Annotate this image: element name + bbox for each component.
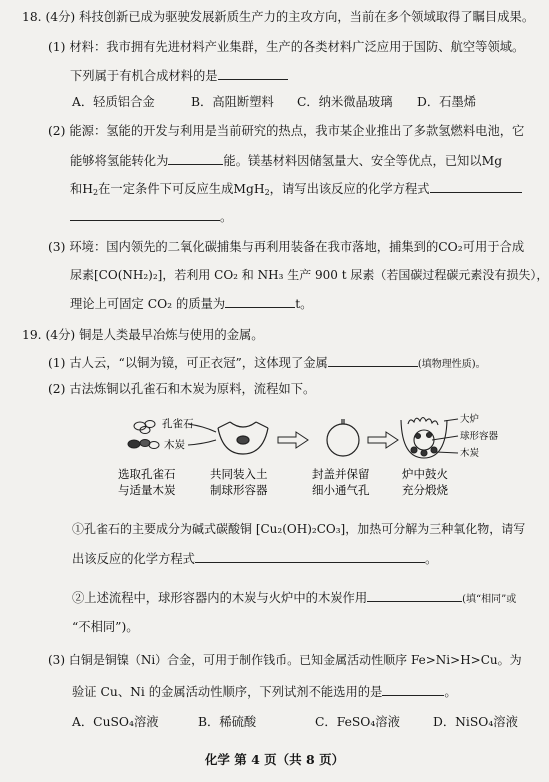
q19-stem: 铜是人类最早冶炼与使用的金属。 bbox=[79, 328, 264, 342]
text: t。 bbox=[295, 297, 313, 311]
q19-option-a: A．CuSO₄溶液 bbox=[72, 715, 159, 729]
label-charcoal-2: 木炭 bbox=[460, 448, 480, 459]
step-1-caption-line2: 与适量木炭 bbox=[118, 483, 176, 497]
text: 理论上可固定 CO₂ 的质量为 bbox=[70, 297, 226, 311]
text: 验证 Cu、Ni 的金属活动性顺序，下列试剂不能选用的是 bbox=[72, 685, 383, 699]
q19-part3-line2 bbox=[72, 684, 457, 700]
q18-option-c: C．纳米微晶玻璃 bbox=[297, 95, 393, 109]
part-text: 白铜是铜镍（Ni）合金，可用于制作钱币。已知金属活动性顺序 Fe>Ni>H>Cu。为 bbox=[68, 653, 522, 667]
text: 能。镁基材料因储氢量大、安全等优点，已知以Mg bbox=[223, 154, 503, 168]
answer-blank[interactable] bbox=[70, 209, 220, 221]
clay-vessel-icon bbox=[218, 422, 268, 454]
arrow-line bbox=[188, 440, 216, 445]
text: 和H bbox=[70, 182, 94, 196]
step-4-caption-line1: 炉中鼓火 bbox=[402, 467, 448, 481]
q19-sub1-line1: ①孔雀石的主要成分为碱式碳酸铜 [Cu₂(OH)₂CO₃]，加热可分解为三种氧化物，请写 bbox=[72, 522, 526, 536]
arrow-right-icon bbox=[278, 432, 308, 448]
subscript: 2 bbox=[93, 188, 99, 197]
text: ，请写出该反应的化学方程式 bbox=[269, 182, 430, 196]
text: 在一定条件下可反应生成MgH bbox=[98, 182, 265, 196]
step-2-caption-line1: 共同装入土 bbox=[210, 467, 268, 481]
part-text: 环境：国内领先的二氧化碳捕集与再利用装备在我市落地，捕集到的CO₂可用于合成 bbox=[69, 240, 525, 254]
step-2-caption-line2: 制球形容器 bbox=[210, 483, 268, 497]
q19-sub2-line2: “不相同”)。 bbox=[72, 620, 139, 634]
part-number: (2) bbox=[48, 382, 66, 396]
step-3-caption-line1: 封盖并保留 bbox=[312, 467, 370, 481]
step-3-caption-line2: 细小通气孔 bbox=[312, 483, 370, 497]
q18-part2-line4 bbox=[70, 209, 232, 225]
step-4-caption-line2: 充分煅烧 bbox=[402, 483, 448, 497]
q19-option-b: B．稀硫酸 bbox=[198, 715, 257, 729]
q19-score: (4分) bbox=[45, 328, 76, 342]
hint: (填物理性质)。 bbox=[417, 359, 486, 370]
answer-blank[interactable] bbox=[195, 551, 425, 563]
q18-part3-text bbox=[48, 240, 524, 255]
part-text: 材料：我市拥有先进材料产业集群，生产的各类材料广泛应用于国防、航空等领域。 bbox=[69, 40, 525, 54]
text: 能够将氢能转化为 bbox=[70, 154, 169, 168]
label-malachite: 孔雀石 bbox=[162, 418, 194, 430]
part-number: (2) bbox=[48, 124, 66, 138]
subscript: 2 bbox=[264, 188, 270, 197]
arrow-right-icon bbox=[368, 432, 398, 448]
q18-option-d: D．石墨烯 bbox=[417, 95, 477, 109]
q18-number: 18. bbox=[22, 10, 42, 24]
q18-option-b: B．高阻断塑料 bbox=[191, 95, 274, 109]
part-text: 能源：氢能的开发与利用是当前研究的热点，我市某企业推出了多款氢燃料电池，它 bbox=[69, 124, 525, 138]
q18-part1-text bbox=[48, 40, 524, 55]
q18-part3-line2: 尿素[CO(NH₂)₂]，若利用 CO₂ 和 NH₃ 生产 900 t 尿素（若国碳过程碳元素没有损失）， bbox=[70, 268, 549, 282]
answer-blank[interactable] bbox=[328, 355, 418, 367]
sealed-container-icon bbox=[327, 419, 359, 456]
q18-option-a: A．轻质铝合金 bbox=[72, 95, 155, 109]
punct: 。 bbox=[424, 552, 438, 566]
q19-part3-text bbox=[48, 653, 522, 668]
malachite-and-charcoal-icon bbox=[128, 421, 159, 449]
part-number: (1) bbox=[48, 40, 66, 54]
label-container: 球形容器 bbox=[460, 431, 499, 442]
q19-heading bbox=[22, 328, 264, 343]
page-footer: 化学 第 4 页（共 8 页） bbox=[204, 752, 345, 767]
q19-number: 19. bbox=[22, 328, 42, 342]
answer-blank[interactable] bbox=[168, 153, 223, 165]
q18-part2-text bbox=[48, 124, 524, 139]
q19-sub2-line1 bbox=[72, 590, 516, 607]
question-text: 下列属于有机合成材料的是 bbox=[70, 69, 218, 83]
q18-part2-line3 bbox=[70, 181, 522, 200]
part-text: 古法炼铜以孔雀石和木炭为原料，流程如下。 bbox=[69, 382, 316, 396]
q18-part3-line3 bbox=[70, 296, 312, 312]
answer-blank[interactable] bbox=[430, 181, 522, 193]
answer-blank[interactable] bbox=[382, 684, 444, 696]
q19-sub1-line2 bbox=[72, 551, 437, 567]
answer-blank[interactable] bbox=[367, 590, 462, 602]
q18-heading bbox=[22, 10, 534, 25]
step-1-caption-line1: 选取孔雀石 bbox=[118, 467, 176, 481]
q18-part2-line2 bbox=[70, 153, 502, 169]
answer-blank[interactable] bbox=[218, 68, 288, 80]
label-charcoal: 木炭 bbox=[164, 439, 185, 451]
hint: (填“相同”或 bbox=[462, 594, 517, 605]
q18-score: (4分) bbox=[45, 10, 76, 24]
q18-part1-question bbox=[70, 68, 288, 84]
text: 出该反应的化学方程式 bbox=[72, 552, 195, 566]
answer-blank[interactable] bbox=[225, 296, 295, 308]
punct: 。 bbox=[444, 685, 457, 699]
text: 古人云，“以铜为镜，可正衣冠”，这体现了金属 bbox=[69, 356, 328, 370]
label-furnace: 大炉 bbox=[460, 414, 480, 425]
q19-option-d: D．NiSO₄溶液 bbox=[433, 715, 518, 729]
part-number: (3) bbox=[48, 240, 66, 254]
q19-part2-text bbox=[48, 382, 315, 397]
part-number: (3) bbox=[48, 653, 65, 667]
text: ②上述流程中，球形容器内的木炭与火炉中的木炭作用 bbox=[72, 591, 368, 605]
q19-part1-text bbox=[48, 355, 486, 372]
q19-option-c: C．FeSO₄溶液 bbox=[315, 715, 400, 729]
copper-smelting-flow-diagram bbox=[118, 412, 518, 508]
punct: 。 bbox=[220, 210, 233, 224]
part-number: (1) bbox=[48, 356, 66, 370]
q18-stem: 科技创新已成为驱驶发展新质生产力的主攻方向，当前在多个领域取得了瞩目成果。 bbox=[79, 10, 535, 24]
furnace-icon bbox=[401, 418, 458, 459]
